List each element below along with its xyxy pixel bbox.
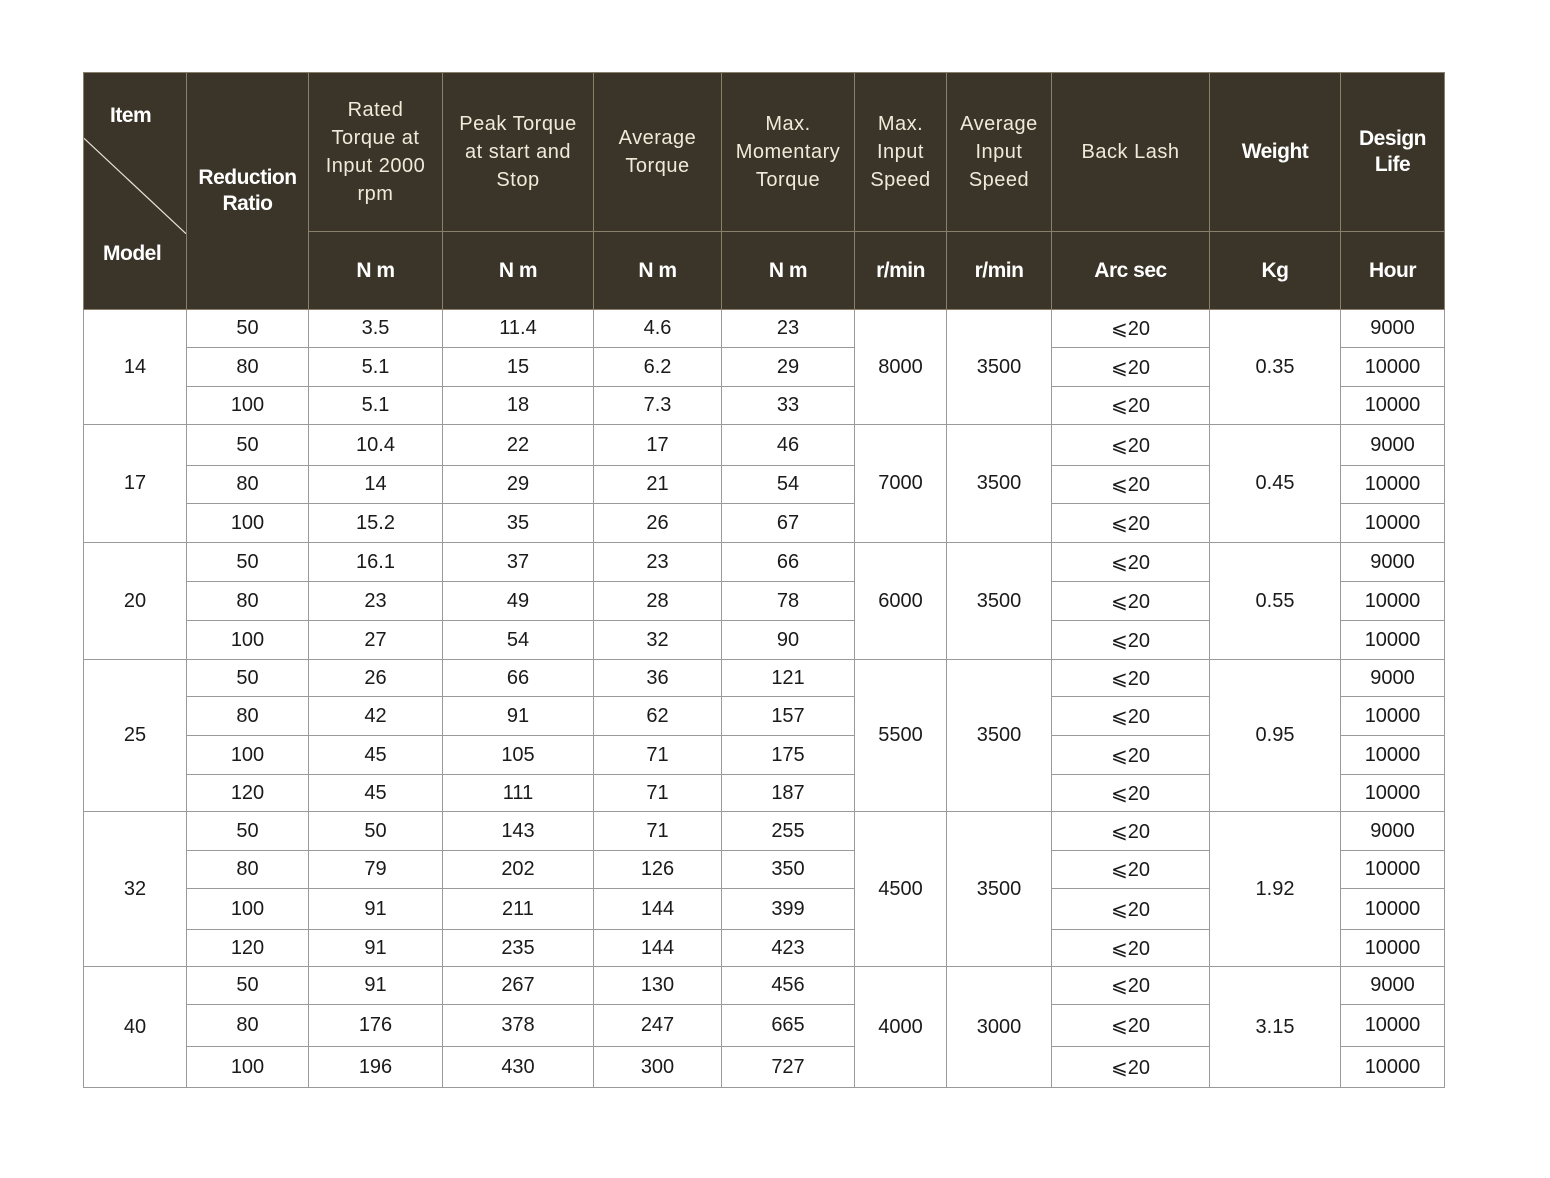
- back-lash-cell: ⩽20: [1052, 582, 1210, 621]
- design-life-cell: 10000: [1341, 387, 1445, 425]
- rated-torque-cell: 176: [309, 1005, 443, 1047]
- weight-cell: 0.95: [1210, 660, 1341, 812]
- weight-cell: 1.92: [1210, 812, 1341, 967]
- design-life-cell: 10000: [1341, 775, 1445, 812]
- design-life-cell: 9000: [1341, 660, 1445, 697]
- peak-torque-cell: 49: [443, 582, 594, 621]
- average-input-speed-cell: 3000: [947, 967, 1052, 1088]
- unit-max-momentary-torque: N m: [722, 232, 855, 310]
- design-life-cell: 9000: [1341, 425, 1445, 466]
- rated-torque-cell: 5.1: [309, 387, 443, 425]
- back-lash-cell: ⩽20: [1052, 1005, 1210, 1047]
- back-lash-cell: ⩽20: [1052, 310, 1210, 348]
- back-lash-cell: ⩽20: [1052, 425, 1210, 466]
- average-input-speed-cell: 3500: [947, 543, 1052, 660]
- model-cell: 17: [84, 425, 187, 543]
- average-torque-cell: 26: [594, 504, 722, 543]
- average-torque-cell: 36: [594, 660, 722, 697]
- max-input-speed-cell: 7000: [855, 425, 947, 543]
- unit-average-torque: N m: [594, 232, 722, 310]
- average-torque-cell: 71: [594, 736, 722, 775]
- back-lash-cell: ⩽20: [1052, 621, 1210, 660]
- ratio-cell: 120: [187, 930, 309, 967]
- ratio-cell: 50: [187, 543, 309, 582]
- back-lash-header: Back Lash: [1052, 73, 1210, 232]
- rated-torque-cell: 5.1: [309, 348, 443, 387]
- rated-torque-cell: 10.4: [309, 425, 443, 466]
- max-momentary-torque-cell: 727: [722, 1047, 855, 1088]
- average-torque-cell: 130: [594, 967, 722, 1005]
- ratio-cell: 80: [187, 697, 309, 736]
- peak-torque-cell: 18: [443, 387, 594, 425]
- max-momentary-torque-cell: 66: [722, 543, 855, 582]
- peak-torque-cell: 22: [443, 425, 594, 466]
- max-momentary-torque-cell: 665: [722, 1005, 855, 1047]
- unit-peak-torque: N m: [443, 232, 594, 310]
- rated-torque-cell: 23: [309, 582, 443, 621]
- reduction-ratio-header: Reduction Ratio: [187, 73, 309, 310]
- rated-torque-cell: 14: [309, 466, 443, 504]
- peak-torque-cell: 378: [443, 1005, 594, 1047]
- peak-torque-cell: 15: [443, 348, 594, 387]
- back-lash-cell: ⩽20: [1052, 1047, 1210, 1088]
- unit-max-input-speed: r/min: [855, 232, 947, 310]
- average-input-speed-cell: 3500: [947, 660, 1052, 812]
- average-torque-cell: 7.3: [594, 387, 722, 425]
- max-momentary-torque-cell: 423: [722, 930, 855, 967]
- peak-torque-cell: 29: [443, 466, 594, 504]
- average-torque-cell: 126: [594, 851, 722, 889]
- max-momentary-torque-cell: 350: [722, 851, 855, 889]
- peak-torque-cell: 202: [443, 851, 594, 889]
- max-momentary-torque-cell: 23: [722, 310, 855, 348]
- peak-torque-cell: 91: [443, 697, 594, 736]
- average-input-speed-cell: 3500: [947, 425, 1052, 543]
- ratio-cell: 80: [187, 348, 309, 387]
- weight-header: Weight: [1210, 73, 1341, 232]
- average-torque-cell: 21: [594, 466, 722, 504]
- peak-torque-cell: 105: [443, 736, 594, 775]
- design-life-header: Design Life: [1341, 73, 1445, 232]
- table-row: [84, 543, 1445, 582]
- peak-torque-cell: 11.4: [443, 310, 594, 348]
- max-input-speed-header: Max. Input Speed: [855, 73, 947, 232]
- max-input-speed-cell: 5500: [855, 660, 947, 812]
- average-torque-cell: 71: [594, 775, 722, 812]
- table-header: [84, 73, 1445, 310]
- max-input-speed-cell: 4000: [855, 967, 947, 1088]
- ratio-cell: 50: [187, 812, 309, 851]
- max-momentary-torque-cell: 255: [722, 812, 855, 851]
- max-momentary-torque-cell: 90: [722, 621, 855, 660]
- ratio-cell: 100: [187, 504, 309, 543]
- model-cell: 40: [84, 967, 187, 1088]
- design-life-cell: 9000: [1341, 812, 1445, 851]
- back-lash-cell: ⩽20: [1052, 543, 1210, 582]
- back-lash-cell: ⩽20: [1052, 348, 1210, 387]
- design-life-cell: 10000: [1341, 504, 1445, 543]
- back-lash-cell: ⩽20: [1052, 967, 1210, 1005]
- design-life-cell: 10000: [1341, 621, 1445, 660]
- ratio-cell: 100: [187, 736, 309, 775]
- rated-torque-cell: 42: [309, 697, 443, 736]
- average-torque-cell: 4.6: [594, 310, 722, 348]
- average-torque-cell: 32: [594, 621, 722, 660]
- peak-torque-cell: 143: [443, 812, 594, 851]
- peak-torque-cell: 267: [443, 967, 594, 1005]
- average-torque-cell: 17: [594, 425, 722, 466]
- ratio-cell: 120: [187, 775, 309, 812]
- table-body: [84, 310, 1445, 1088]
- peak-torque-cell: 430: [443, 1047, 594, 1088]
- weight-cell: 0.35: [1210, 310, 1341, 425]
- average-torque-cell: 71: [594, 812, 722, 851]
- ratio-cell: 80: [187, 466, 309, 504]
- peak-torque-cell: 54: [443, 621, 594, 660]
- back-lash-cell: ⩽20: [1052, 889, 1210, 930]
- design-life-cell: 10000: [1341, 348, 1445, 387]
- peak-torque-header: Peak Torque at start and Stop: [443, 73, 594, 232]
- average-torque-cell: 6.2: [594, 348, 722, 387]
- average-torque-cell: 62: [594, 697, 722, 736]
- back-lash-cell: ⩽20: [1052, 466, 1210, 504]
- ratio-cell: 80: [187, 1005, 309, 1047]
- ratio-cell: 50: [187, 660, 309, 697]
- max-momentary-torque-header: Max. Momentary Torque: [722, 73, 855, 232]
- back-lash-cell: ⩽20: [1052, 851, 1210, 889]
- peak-torque-cell: 235: [443, 930, 594, 967]
- back-lash-cell: ⩽20: [1052, 736, 1210, 775]
- ratio-cell: 100: [187, 889, 309, 930]
- design-life-cell: 10000: [1341, 889, 1445, 930]
- ratio-cell: 100: [187, 1047, 309, 1088]
- back-lash-cell: ⩽20: [1052, 775, 1210, 812]
- peak-torque-cell: 66: [443, 660, 594, 697]
- rated-torque-cell: 45: [309, 775, 443, 812]
- weight-cell: 0.45: [1210, 425, 1341, 543]
- max-momentary-torque-cell: 54: [722, 466, 855, 504]
- design-life-cell: 10000: [1341, 1005, 1445, 1047]
- peak-torque-cell: 35: [443, 504, 594, 543]
- model-label: Model: [103, 242, 162, 265]
- table-row: [84, 812, 1445, 851]
- ratio-cell: 80: [187, 582, 309, 621]
- max-momentary-torque-cell: 67: [722, 504, 855, 543]
- back-lash-cell: ⩽20: [1052, 930, 1210, 967]
- design-life-cell: 10000: [1341, 697, 1445, 736]
- max-momentary-torque-cell: 121: [722, 660, 855, 697]
- rated-torque-cell: 50: [309, 812, 443, 851]
- max-input-speed-cell: 6000: [855, 543, 947, 660]
- design-life-cell: 10000: [1341, 1047, 1445, 1088]
- ratio-cell: 50: [187, 425, 309, 466]
- rated-torque-cell: 79: [309, 851, 443, 889]
- unit-average-input-speed: r/min: [947, 232, 1052, 310]
- average-torque-cell: 144: [594, 930, 722, 967]
- rated-torque-cell: 26: [309, 660, 443, 697]
- average-input-speed-cell: 3500: [947, 812, 1052, 967]
- peak-torque-cell: 111: [443, 775, 594, 812]
- rated-torque-cell: 16.1: [309, 543, 443, 582]
- design-life-cell: 9000: [1341, 310, 1445, 348]
- table-row: [84, 660, 1445, 697]
- max-momentary-torque-cell: 29: [722, 348, 855, 387]
- max-momentary-torque-cell: 78: [722, 582, 855, 621]
- average-input-speed-header: Average Input Speed: [947, 73, 1052, 232]
- max-momentary-torque-cell: 187: [722, 775, 855, 812]
- design-life-cell: 10000: [1341, 466, 1445, 504]
- design-life-cell: 10000: [1341, 851, 1445, 889]
- weight-cell: 0.55: [1210, 543, 1341, 660]
- ratio-cell: 80: [187, 851, 309, 889]
- spec-table: [83, 72, 1445, 1088]
- model-cell: 32: [84, 812, 187, 967]
- rated-torque-cell: 91: [309, 930, 443, 967]
- max-momentary-torque-cell: 33: [722, 387, 855, 425]
- back-lash-cell: ⩽20: [1052, 660, 1210, 697]
- rated-torque-cell: 91: [309, 967, 443, 1005]
- rated-torque-cell: 27: [309, 621, 443, 660]
- back-lash-cell: ⩽20: [1052, 697, 1210, 736]
- unit-weight: Kg: [1210, 232, 1341, 310]
- max-momentary-torque-cell: 46: [722, 425, 855, 466]
- rated-torque-cell: 15.2: [309, 504, 443, 543]
- back-lash-cell: ⩽20: [1052, 504, 1210, 543]
- average-torque-header: Average Torque: [594, 73, 722, 232]
- rated-torque-cell: 91: [309, 889, 443, 930]
- design-life-cell: 10000: [1341, 930, 1445, 967]
- table-row: [84, 310, 1445, 348]
- average-torque-cell: 300: [594, 1047, 722, 1088]
- ratio-cell: 100: [187, 621, 309, 660]
- design-life-cell: 10000: [1341, 582, 1445, 621]
- rated-torque-cell: 196: [309, 1047, 443, 1088]
- rated-torque-cell: 45: [309, 736, 443, 775]
- unit-back-lash: Arc sec: [1052, 232, 1210, 310]
- back-lash-cell: ⩽20: [1052, 812, 1210, 851]
- ratio-cell: 100: [187, 387, 309, 425]
- max-momentary-torque-cell: 175: [722, 736, 855, 775]
- back-lash-cell: ⩽20: [1052, 387, 1210, 425]
- design-life-cell: 9000: [1341, 967, 1445, 1005]
- peak-torque-cell: 37: [443, 543, 594, 582]
- item-label: Item: [110, 104, 152, 127]
- weight-cell: 3.15: [1210, 967, 1341, 1088]
- max-momentary-torque-cell: 456: [722, 967, 855, 1005]
- average-torque-cell: 23: [594, 543, 722, 582]
- ratio-cell: 50: [187, 310, 309, 348]
- table-row: [84, 967, 1445, 1005]
- table-row: [84, 425, 1445, 466]
- model-cell: 14: [84, 310, 187, 425]
- rated-torque-header: Rated Torque at Input 2000 rpm: [309, 73, 443, 232]
- unit-design-life: Hour: [1341, 232, 1445, 310]
- average-torque-cell: 247: [594, 1005, 722, 1047]
- rated-torque-cell: 3.5: [309, 310, 443, 348]
- max-input-speed-cell: 4500: [855, 812, 947, 967]
- max-input-speed-cell: 8000: [855, 310, 947, 425]
- average-input-speed-cell: 3500: [947, 310, 1052, 425]
- max-momentary-torque-cell: 399: [722, 889, 855, 930]
- design-life-cell: 9000: [1341, 543, 1445, 582]
- design-life-cell: 10000: [1341, 736, 1445, 775]
- peak-torque-cell: 211: [443, 889, 594, 930]
- ratio-cell: 50: [187, 967, 309, 1005]
- item-model-corner-cell: [84, 73, 187, 310]
- average-torque-cell: 28: [594, 582, 722, 621]
- model-cell: 25: [84, 660, 187, 812]
- average-torque-cell: 144: [594, 889, 722, 930]
- max-momentary-torque-cell: 157: [722, 697, 855, 736]
- unit-rated-torque: N m: [309, 232, 443, 310]
- model-cell: 20: [84, 543, 187, 660]
